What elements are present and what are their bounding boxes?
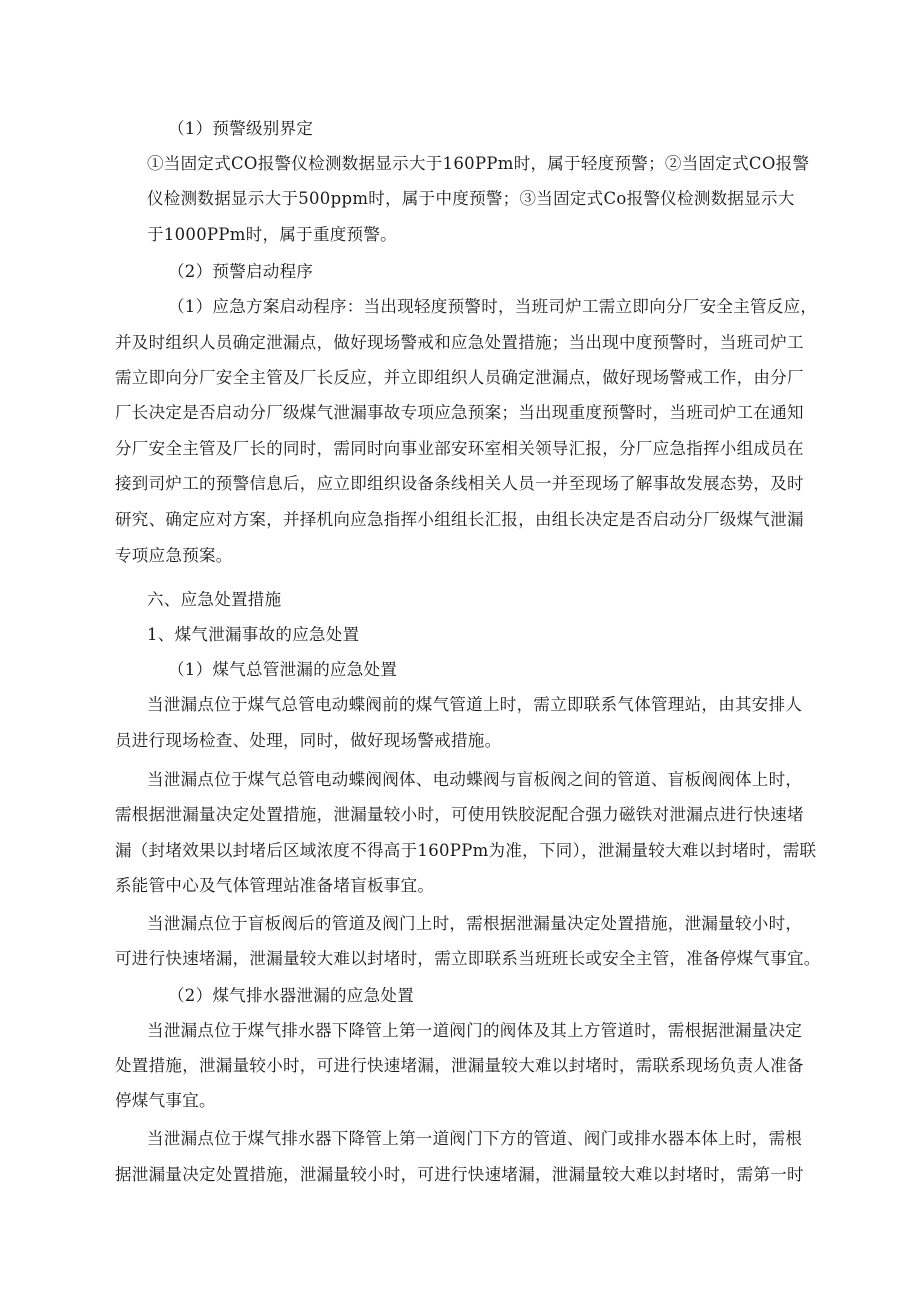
- paragraph-line: 漏（封堵效果以封堵后区域浓度不得高于160PPm为准，下同），泄漏量较大难以封堵时，需联: [115, 841, 817, 860]
- section-heading-six: 六、应急处置措施: [147, 590, 282, 609]
- paragraph-line: 研究、确定应对方案，并择机向应急指挥小组组长汇报，由组长决定是否启动分厂级煤气泄漏: [115, 510, 804, 529]
- paragraph-line: 厂长决定是否启动分厂级煤气泄漏事故专项应急预案；当出现重度预警时，当班司炉工在通知: [115, 403, 804, 422]
- paragraph-line: 可进行快速堵漏，泄漏量较大难以封堵时，需立即联系当班班长或安全主管，准备停煤气事宜。: [115, 949, 821, 968]
- paragraph-line: 需根据泄漏量决定处置措施，泄漏量较小时，可使用铁胶泥配合强力磁铁对泄漏点进行快速堵: [115, 805, 804, 824]
- paragraph-line: 于1000PPm时，属于重度预警。: [147, 225, 397, 244]
- paragraph-line: 当泄漏点位于煤气总管电动蝶阀前的煤气管道上时，需立即联系气体管理站，由其安排人: [147, 695, 803, 714]
- paragraph-line: （1）应急方案启动程序：当出现轻度预警时，当班司炉工需立即向分厂安全主管反应，: [168, 297, 818, 316]
- paragraph-line: 停煤气事宜。: [115, 1091, 216, 1110]
- paragraph-line: 并及时组织人员确定泄漏点，做好现场警戒和应急处置措施；当出现中度预警时，当班司炉工: [115, 333, 804, 352]
- paragraph-line: 当泄漏点位于煤气排水器下降管上第一道阀门的阀体及其上方管道时，需根据泄漏量决定: [147, 1021, 803, 1040]
- subsection-heading: 1、煤气泄漏事故的应急处置: [147, 625, 360, 644]
- paragraph-line: 据泄漏量决定处置措施，泄漏量较小时，可进行快速堵漏，泄漏量较大难以封堵时，需第一时: [115, 1165, 804, 1184]
- paragraph-line: 分厂安全主管及厂长的同时，需同时向事业部安环室相关领导汇报，分厂应急指挥小组成员在: [115, 439, 804, 458]
- paragraph-line: 处置措施，泄漏量较小时，可进行快速堵漏，泄漏量较大难以封堵时，需联系现场负责人准备: [115, 1056, 804, 1075]
- subsection-heading: （1）煤气总管泄漏的应急处置: [168, 660, 398, 679]
- paragraph-line: 需立即向分厂安全主管及厂长反应，并立即组织人员确定泄漏点，做好现场警戒工作，由分厂: [115, 368, 804, 387]
- paragraph-line: 专项应急预案。: [115, 546, 233, 565]
- paragraph-line: 员进行现场检查、处理，同时，做好现场警戒措施。: [115, 731, 502, 750]
- paragraph-line: 当泄漏点位于盲板阀后的管道及阀门上时，需根据泄漏量决定处置措施，泄漏量较小时，: [147, 914, 803, 933]
- paragraph-line: 当泄漏点位于煤气排水器下降管上第一道阀门下方的管道、阀门或排水器本体上时，需根: [147, 1129, 803, 1148]
- heading-warning-start: （2）预警启动程序: [168, 262, 314, 281]
- heading-warning-level: （1）预警级别界定: [168, 119, 314, 138]
- subsection-heading: （2）煤气排水器泄漏的应急处置: [168, 986, 414, 1005]
- paragraph-line: 系能管中心及气体管理站准备堵盲板事宜。: [115, 876, 435, 895]
- paragraph-line: ①当固定式CO报警仪检测数据显示大于160PPm时，属于轻度预警；②当固定式CO报警: [147, 154, 810, 173]
- paragraph-line: 当泄漏点位于煤气总管电动蝶阀阀体、电动蝶阀与盲板阀之间的管道、盲板阀阀体上时，: [147, 770, 803, 789]
- paragraph-line: 接到司炉工的预警信息后，应立即组织设备条线相关人员一并至现场了解事故发展态势，及时: [115, 474, 804, 493]
- paragraph-line: 仪检测数据显示大于500ppm时，属于中度预警；③当固定式Co报警仪检测数据显示大: [147, 189, 795, 208]
